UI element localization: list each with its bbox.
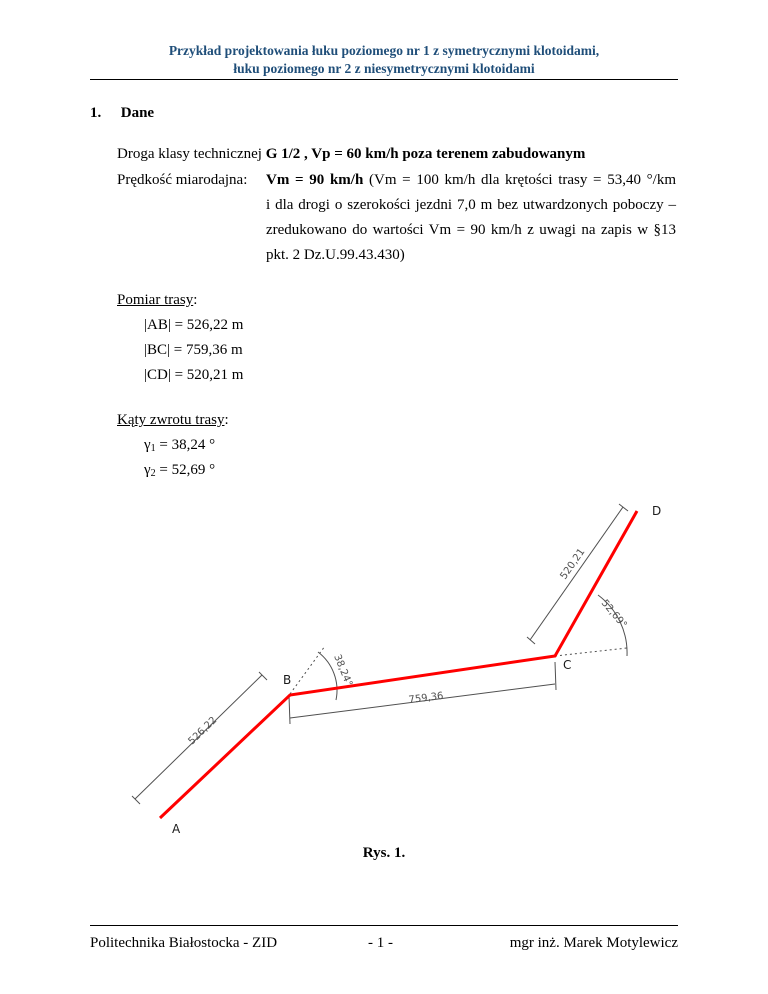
speed-line-3: zredukowano do wartości Vm = 90 km/h z uwagi na zapis w §13 — [266, 222, 676, 238]
gamma-1-subscript: 1 — [150, 443, 156, 454]
survey-item-bc: |BC| = 759,36 m — [144, 342, 243, 358]
speed-line-1 — [266, 172, 676, 189]
dimension-lines — [132, 504, 628, 804]
dim-bc-label: 759,36 — [408, 690, 445, 706]
road-class-prefix: Droga klasy technicznej — [117, 146, 266, 162]
angle-gamma-1 — [144, 437, 215, 454]
section-title: Dane — [120, 105, 155, 121]
survey-item-cd: |CD| = 520,21 m — [144, 367, 244, 383]
gamma-1-value: = 38,24 ° — [155, 437, 216, 453]
dim-bc-ext-b — [289, 696, 290, 724]
footer-right: mgr inż. Marek Motylewicz — [509, 935, 678, 951]
point-c-label: C — [563, 658, 572, 672]
footer-page-number: - 1 - — [368, 935, 393, 951]
footer-rule — [90, 925, 678, 926]
gamma-2-value: = 52,69 ° — [155, 462, 216, 478]
header-line-1: Przykład projektowania łuku poziomego nr 1 z symetrycznymi klotoidami, — [168, 43, 600, 58]
point-b-label: B — [283, 673, 292, 687]
figure-caption: Rys. 1. — [362, 845, 406, 861]
survey-title: Pomiar trasy — [117, 292, 194, 308]
road-class-value: G 1/2 , Vp = 60 km/h poza terenem zabudowanym — [265, 146, 586, 162]
dim-ab-label: 526,22 — [186, 714, 220, 748]
speed-line-4: pkt. 2 Dz.U.99.43.430) — [266, 247, 405, 263]
speed-line-2: i dla drogi o szerokości jezdni 7,0 m bez utwardzonych poboczy – — [266, 197, 676, 213]
angles-colon: : — [224, 412, 229, 428]
survey-item-ab: |AB| = 526,22 m — [144, 317, 244, 333]
speed-value: Vm = 90 km/h — [266, 172, 364, 188]
dim-bc-ext-c — [555, 662, 556, 690]
footer-left: Politechnika Białostocka - ZID — [90, 935, 278, 951]
page-header — [90, 42, 678, 78]
road-class-line — [117, 146, 585, 163]
section-number: 1. — [90, 105, 102, 121]
angle-b-label: 38,24° — [331, 653, 355, 689]
gamma-2-symbol: γ — [144, 462, 151, 478]
header-line-2: łuku poziomego nr 2 z niesymetrycznymi klotoidami — [233, 61, 535, 76]
angle-gamma-2 — [144, 462, 215, 479]
survey-colon: : — [193, 292, 198, 308]
dim-ab-tick-b — [259, 672, 267, 680]
speed-note: (Vm = 100 km/h dla krętości trasy = 53,40 °/km — [363, 172, 676, 188]
angle-c-label: 52,69° — [598, 597, 629, 631]
angle-b-extension — [290, 646, 325, 694]
point-a-label: A — [172, 822, 181, 836]
dim-cd-label: 520,21 — [558, 546, 588, 582]
angles-heading — [117, 412, 229, 429]
speed-label: Prędkość miarodajna: — [117, 172, 248, 188]
header-rule — [90, 79, 678, 80]
gamma-2-subscript: 2 — [150, 468, 156, 479]
angles-title: Kąty zwrotu trasy — [117, 412, 225, 428]
dim-ab-tick-a — [132, 796, 140, 804]
section-heading — [90, 105, 154, 122]
angle-c-extension — [555, 648, 627, 656]
point-d-label: D — [652, 504, 662, 518]
survey-heading — [117, 292, 197, 309]
route-figure — [0, 490, 768, 845]
gamma-1-symbol: γ — [144, 437, 151, 453]
